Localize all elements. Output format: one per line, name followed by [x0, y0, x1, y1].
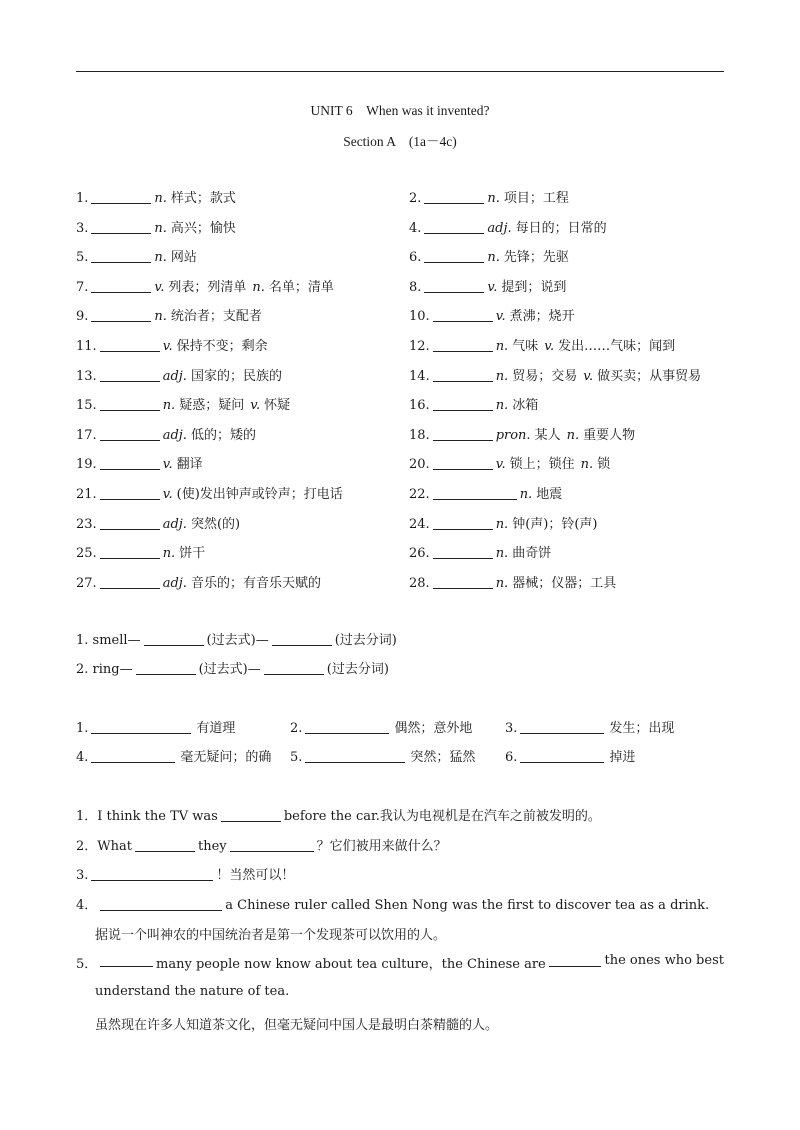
answer-blank[interactable]: [100, 545, 160, 559]
meaning: 保持不变；剩余: [176, 339, 268, 354]
part-of-speech: v.: [162, 457, 173, 472]
item-number: 24.: [409, 517, 430, 532]
answer-blank[interactable]: [135, 838, 195, 852]
vocab-item: [409, 572, 616, 591]
answer-blank[interactable]: [100, 456, 160, 470]
vocab-item: [409, 217, 607, 236]
section-title: Section A (1a－4c): [343, 134, 457, 149]
phrase-row: [76, 746, 736, 766]
part-of-speech: n.: [154, 309, 167, 324]
part-of-speech: v.: [495, 309, 506, 324]
vocab-item: [76, 513, 240, 532]
part-of-speech: v.: [250, 398, 261, 413]
item-number: 8.: [409, 280, 422, 295]
vocab-row: [76, 513, 736, 533]
answer-blank[interactable]: [100, 368, 160, 382]
answer-blank[interactable]: [433, 486, 517, 500]
vocab-item: [409, 542, 551, 561]
part-of-speech: v.: [154, 280, 165, 295]
meaning: 某人: [534, 428, 561, 443]
item-number: 1.: [76, 191, 89, 206]
answer-blank[interactable]: [272, 632, 332, 646]
answer-blank[interactable]: [305, 749, 405, 763]
sentence-4: 4． a Chinese ruler called Shen Nong was the first to discover tea as a drink.: [76, 898, 710, 913]
meaning: 音乐的；有音乐天赋的: [190, 576, 321, 591]
vocab-item: [76, 305, 262, 324]
answer-blank[interactable]: [520, 749, 604, 763]
meaning: 煮沸；烧开: [509, 309, 575, 324]
answer-blank[interactable]: [433, 516, 493, 530]
item-number: 9.: [76, 309, 89, 324]
vocab-item: [409, 335, 675, 354]
part-of-speech: adj.: [162, 369, 187, 384]
item-number: 18.: [409, 428, 430, 443]
sentence-5-translation: 虽然现在许多人知道茶文化，但毫无疑问中国人是最明白茶精髓的人。: [95, 1018, 499, 1033]
vocab-item: [76, 542, 205, 561]
vocab-row: [76, 335, 736, 355]
part-of-speech: v.: [162, 487, 173, 502]
part-of-speech: adj.: [162, 576, 187, 591]
phrase-row: [76, 717, 736, 737]
answer-blank[interactable]: [433, 545, 493, 559]
meaning: 项目；工程: [503, 191, 569, 206]
vocab-item: [409, 513, 598, 532]
answer-blank[interactable]: [424, 279, 484, 293]
sentence-4-translation: 据说一个叫神农的中国统治者是第一个发现茶可以饮用的人。: [95, 928, 447, 943]
meaning: 疑惑；疑问: [179, 398, 245, 413]
part-of-speech: n.: [487, 250, 500, 265]
part-of-speech: n.: [566, 428, 580, 443]
answer-blank[interactable]: [100, 338, 160, 352]
header-rule: [76, 71, 724, 72]
answer-blank[interactable]: [100, 397, 160, 411]
part-of-speech: v.: [544, 339, 555, 354]
part-of-speech: adj.: [162, 517, 187, 532]
meaning: 贸易；交易: [512, 369, 578, 384]
part-of-speech: n.: [495, 517, 509, 532]
vocab-item: [76, 276, 334, 295]
answer-blank[interactable]: [433, 575, 493, 589]
answer-blank[interactable]: [433, 456, 493, 470]
vocab-row: [76, 424, 736, 444]
part-of-speech: n.: [519, 487, 533, 502]
vocab-item: [76, 483, 343, 502]
meaning: 每日的；日常的: [515, 221, 607, 236]
meaning: 饼干: [179, 546, 206, 561]
answer-blank[interactable]: [100, 427, 160, 441]
vocab-item: [76, 217, 236, 236]
vocab-row: [76, 394, 736, 414]
vocab-item: [409, 246, 569, 265]
vocab-item: [409, 187, 569, 206]
part-of-speech: n.: [252, 280, 265, 295]
vocab-item: [409, 305, 575, 324]
item-number: 3.: [76, 221, 89, 236]
answer-blank[interactable]: [424, 220, 484, 234]
meaning: 国家的；民族的: [190, 369, 282, 384]
sentence-5: 5． many people now know about tea culture，the Chinese are the ones who best: [76, 953, 724, 972]
answer-blank[interactable]: [100, 516, 160, 530]
vocab-item: [409, 483, 562, 502]
vocab-item: [76, 246, 197, 265]
part-of-speech: v.: [495, 457, 506, 472]
meaning: 冰箱: [512, 398, 539, 413]
vocab-item: [76, 394, 290, 413]
part-of-speech: adj.: [162, 428, 187, 443]
vocab-row: [76, 365, 736, 385]
item-number: 25.: [76, 546, 97, 561]
item-number: 4.: [409, 221, 422, 236]
answer-blank[interactable]: [264, 661, 324, 675]
part-of-speech: n.: [162, 546, 176, 561]
item-number: 12.: [409, 339, 430, 354]
meaning: 器械；仪器；工具: [512, 576, 617, 591]
part-of-speech: n.: [495, 339, 509, 354]
item-number: 26.: [409, 546, 430, 561]
item-number: 5.: [76, 250, 89, 265]
part-of-speech: pron.: [495, 428, 531, 443]
answer-blank[interactable]: [433, 427, 493, 441]
answer-blank[interactable]: [100, 897, 222, 911]
vocab-item: [409, 424, 635, 443]
item-number: 7.: [76, 280, 89, 295]
meaning: 锁上；锁住: [509, 457, 575, 472]
item-number: 14.: [409, 369, 430, 384]
vocab-row: [76, 305, 736, 325]
answer-blank[interactable]: [433, 308, 493, 322]
answer-blank[interactable]: [433, 397, 493, 411]
meaning: 钟(声)；铃(声): [512, 517, 598, 532]
meaning: 曲奇饼: [512, 546, 552, 561]
meaning: 地震: [536, 487, 563, 502]
part-of-speech: n.: [495, 369, 509, 384]
part-of-speech: v.: [583, 369, 594, 384]
item-number: 21.: [76, 487, 97, 502]
meaning: 锁: [597, 457, 611, 472]
phrase-item: 2. 偶然；意外地: [290, 721, 473, 736]
phrase-item: 4. 毫无疑问；的确: [76, 750, 272, 765]
vocab-row: [76, 572, 736, 592]
item-number: 16.: [409, 398, 430, 413]
meaning: 突然(的): [190, 517, 241, 532]
meaning: 发出……气味；闻到: [558, 339, 676, 354]
answer-blank[interactable]: [91, 249, 151, 263]
answer-blank[interactable]: [100, 486, 160, 500]
meaning: 样式；款式: [170, 191, 236, 206]
meaning: 先锋；先驱: [503, 250, 569, 265]
item-number: 2.: [409, 191, 422, 206]
meaning: 统治者；支配者: [170, 309, 262, 324]
meaning: 翻译: [176, 457, 203, 472]
vocab-row: [76, 276, 736, 296]
vocab-item: [409, 365, 701, 384]
part-of-speech: n.: [487, 191, 500, 206]
meaning: 气味: [512, 339, 539, 354]
sentence-5-continuation: understand the nature of tea.: [95, 984, 290, 999]
vocab-row: [76, 483, 736, 503]
answer-blank[interactable]: [221, 808, 281, 822]
vocab-item: [76, 187, 236, 206]
part-of-speech: v.: [487, 280, 498, 295]
meaning: (使)发出钟声或铃声；打电话: [176, 487, 343, 502]
item-number: 28.: [409, 576, 430, 591]
answer-blank[interactable]: [305, 720, 389, 734]
vocab-item: [76, 365, 282, 384]
vocab-row: [76, 542, 736, 562]
vocab-row: [76, 217, 736, 237]
sentence-2: 2．What they ？它们被用来做什么？: [76, 839, 447, 854]
verb-form-line: 1. smell— (过去式)— (过去分词): [76, 633, 397, 648]
part-of-speech: n.: [495, 576, 509, 591]
part-of-speech: n.: [154, 191, 167, 206]
answer-blank[interactable]: [91, 749, 175, 763]
item-number: 23.: [76, 517, 97, 532]
meaning: 高兴；愉快: [170, 221, 236, 236]
meaning: 提到；说到: [501, 280, 567, 295]
phrase-item: 6. 掉进: [505, 750, 636, 765]
phrase-item: 1. 有道理: [76, 721, 236, 736]
part-of-speech: n.: [580, 457, 594, 472]
answer-blank[interactable]: [91, 190, 151, 204]
meaning: 低的；矮的: [190, 428, 256, 443]
item-number: 15.: [76, 398, 97, 413]
item-number: 27.: [76, 576, 97, 591]
vocab-item: [76, 453, 203, 472]
answer-blank[interactable]: [144, 632, 204, 646]
vocab-item: [409, 453, 610, 472]
meaning: 重要人物: [583, 428, 636, 443]
item-number: 22.: [409, 487, 430, 502]
sentence-3: 3. ！当然可以！: [76, 868, 295, 883]
answer-blank[interactable]: [424, 249, 484, 263]
answer-blank[interactable]: [91, 308, 151, 322]
vocab-item: [76, 572, 321, 591]
part-of-speech: n.: [154, 250, 167, 265]
meaning: 网站: [170, 250, 197, 265]
item-number: 17.: [76, 428, 97, 443]
item-number: 10.: [409, 309, 430, 324]
vocab-row: [76, 246, 736, 266]
answer-blank[interactable]: [549, 953, 602, 967]
answer-blank[interactable]: [100, 575, 160, 589]
answer-blank[interactable]: [433, 368, 493, 382]
unit-title: UNIT 6 When was it invented?: [310, 103, 490, 118]
vocab-item: [409, 276, 566, 295]
meaning: 名单；清单: [268, 280, 334, 295]
answer-blank[interactable]: [100, 953, 153, 967]
item-number: 19.: [76, 457, 97, 472]
part-of-speech: n.: [495, 546, 509, 561]
answer-blank[interactable]: [136, 661, 196, 675]
item-number: 13.: [76, 369, 97, 384]
meaning: 列表；列清单: [168, 280, 247, 295]
part-of-speech: v.: [162, 339, 173, 354]
answer-blank[interactable]: [91, 867, 213, 881]
verb-form-line: 2. ring— (过去式)— (过去分词): [76, 662, 389, 677]
phrase-item: 3. 发生；出现: [505, 721, 675, 736]
answer-blank[interactable]: [91, 279, 151, 293]
sentence-1: 1．I think the TV was before the car.我认为电视机是在汽车之前被发明的。: [76, 809, 601, 824]
phrase-item: 5. 突然；猛然: [290, 750, 476, 765]
answer-blank[interactable]: [91, 220, 151, 234]
answer-blank[interactable]: [433, 338, 493, 352]
meaning: 怀疑: [264, 398, 291, 413]
vocab-item: [409, 394, 538, 413]
vocab-row: [76, 187, 736, 207]
answer-blank[interactable]: [520, 720, 604, 734]
vocab-item: [76, 424, 256, 443]
item-number: 11.: [76, 339, 97, 354]
answer-blank[interactable]: [424, 190, 484, 204]
meaning: 做买卖；从事贸易: [597, 369, 702, 384]
answer-blank[interactable]: [230, 838, 314, 852]
part-of-speech: n.: [154, 221, 167, 236]
item-number: 6.: [409, 250, 422, 265]
part-of-speech: n.: [495, 398, 509, 413]
vocab-item: [76, 335, 268, 354]
answer-blank[interactable]: [91, 720, 191, 734]
part-of-speech: adj.: [487, 221, 512, 236]
part-of-speech: n.: [162, 398, 176, 413]
vocab-row: [76, 453, 736, 473]
item-number: 20.: [409, 457, 430, 472]
